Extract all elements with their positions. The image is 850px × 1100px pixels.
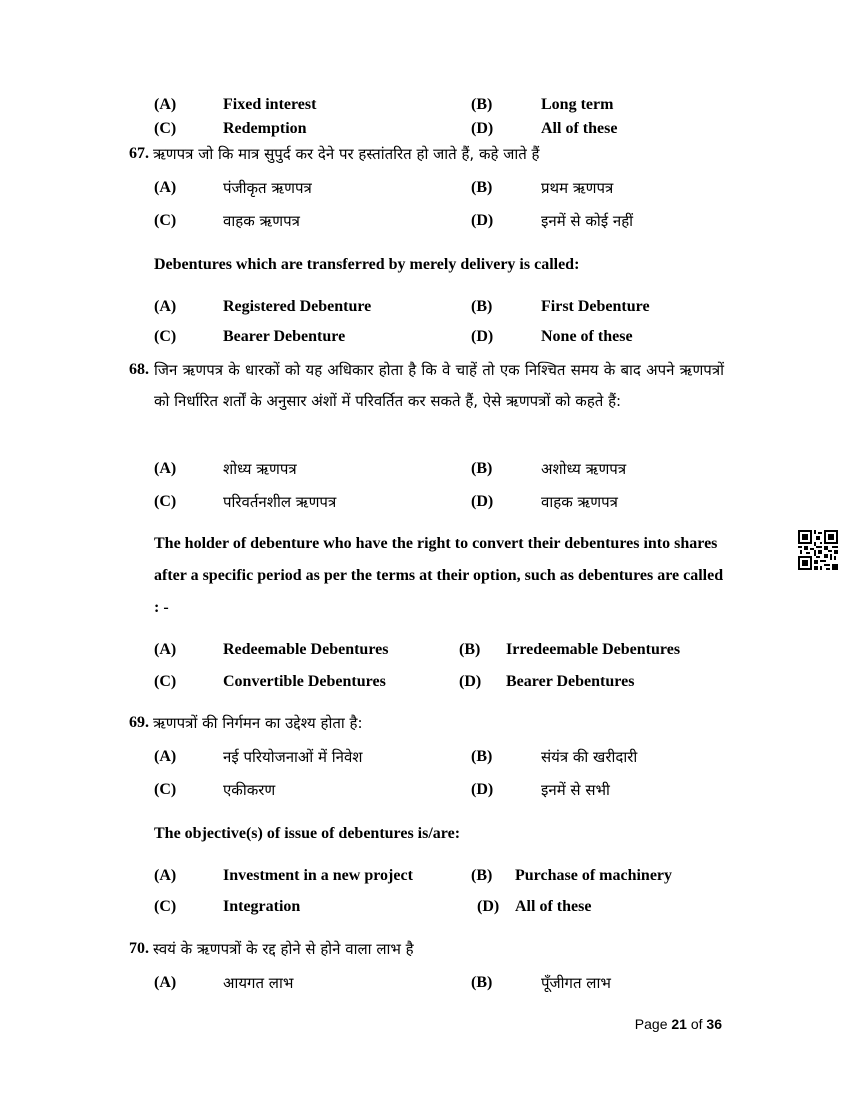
option-label-b: (B) [471,867,493,884]
option-label-c: (C) [154,898,177,915]
hindi-option-c: वाहक ऋणपत्र [223,212,300,230]
english-option-a: Registered Debenture [223,298,372,315]
option-label-d: (D) [477,898,500,915]
english-option-a: Investment in a new project [223,867,413,884]
hindi-option-c: परिवर्तनशील ऋणपत्र [223,493,337,511]
english-option-a: Redeemable Debentures [223,641,389,658]
page-of: of [690,1016,703,1032]
hindi-option-b: अशोध्य ऋणपत्र [541,460,627,478]
hindi-option-d: इनमें से सभी [541,781,610,799]
english-option-d: All of these [515,898,592,915]
question-number: 70. [129,940,149,957]
option-text-d: All of these [541,120,618,137]
option-label-c: (C) [154,212,177,229]
hindi-option-b: पूँजीगत लाभ [541,974,611,992]
option-label-b: (B) [471,974,493,991]
english-option-d: Bearer Debentures [506,673,635,690]
question-number: 67. [129,145,149,162]
english-option-b: First Debenture [541,298,650,315]
hindi-question: ऋणपत्र जो कि मात्र सुपुर्द कर देने पर हस्तांतरित हो जाते हैं, कहे जाते हैं [153,145,540,163]
option-label-c: (C) [154,781,177,798]
option-label-b: (B) [471,96,493,113]
option-text-c: Redemption [223,120,307,137]
option-label-b: (B) [471,179,493,196]
option-label-a: (A) [154,96,177,113]
option-label-a: (A) [154,298,177,315]
option-label-a: (A) [154,748,177,765]
current-page: 21 [671,1016,687,1032]
hindi-option-d: इनमें से कोई नहीं [541,212,634,230]
option-label-b: (B) [459,641,481,658]
english-option-b: Purchase of machinery [515,867,673,884]
option-label-b: (B) [471,748,493,765]
option-label-a: (A) [154,179,177,196]
qr-code-icon [798,530,838,570]
hindi-option-d: वाहक ऋणपत्र [541,493,618,511]
option-label-d: (D) [471,493,494,510]
option-label-a: (A) [154,974,177,991]
option-label-a: (A) [154,460,177,477]
english-option-c: Bearer Debenture [223,328,346,345]
question-number: 69. [129,714,149,731]
option-label-b: (B) [471,298,493,315]
option-label-a: (A) [154,867,177,884]
option-label-c: (C) [154,328,177,345]
hindi-option-c: एकीकरण [223,781,276,799]
page-prefix: Page [634,1016,668,1032]
hindi-question: जिन ऋणपत्र के धारकों को यह अधिकार होता है कि वे चाहें तो एक निश्चित समय के बाद अपने ऋणपत्रों को निर्धारित शर्तों के अनुसार अंशों में परिवर्तित कर सकते हैं, ऐसे ऋणपत्रों को कहते हैं: [154,361,724,410]
hindi-question: ऋणपत्रों की निर्गमन का उद्देश्य होता है: [153,714,363,732]
option-label-c: (C) [154,120,177,137]
english-option-c: Convertible Debentures [223,673,386,690]
page-footer [635,1016,722,1032]
hindi-option-b: प्रथम ऋणपत्र [541,179,614,197]
question-number: 68. [129,361,149,378]
hindi-option-a: पंजीकृत ऋणपत्र [223,179,312,197]
hindi-option-b: संयंत्र की खरीदारी [541,748,638,766]
hindi-question: स्वयं के ऋणपत्रों के रद्द होने से होने वाला लाभ है [153,940,414,958]
option-label-d: (D) [471,781,494,798]
option-label-c: (C) [154,673,177,690]
english-question: Debentures which are transferred by merely delivery is called: [154,256,580,273]
english-question: The holder of debenture who have the right to convert their debentures into shares after a specific period as per the terms at their option, such as debentures are called : - [154,535,724,616]
option-text-b: Long term [541,96,614,113]
option-label-c: (C) [154,493,177,510]
english-option-c: Integration [223,898,301,915]
hindi-option-a: शोध्य ऋणपत्र [223,460,297,478]
english-question: The objective(s) of issue of debentures is/are: [154,825,461,842]
total-pages: 36 [706,1016,722,1032]
option-label-d: (D) [471,212,494,229]
option-text-a: Fixed interest [223,96,317,113]
option-label-d: (D) [471,328,494,345]
english-option-b: Irredeemable Debentures [506,641,681,658]
option-label-d: (D) [459,673,482,690]
option-label-d: (D) [471,120,494,137]
hindi-option-a: नई परियोजनाओं में निवेश [223,748,363,766]
hindi-option-a: आयगत लाभ [223,974,294,992]
english-option-d: None of these [541,328,633,345]
option-label-a: (A) [154,641,177,658]
option-label-b: (B) [471,460,493,477]
